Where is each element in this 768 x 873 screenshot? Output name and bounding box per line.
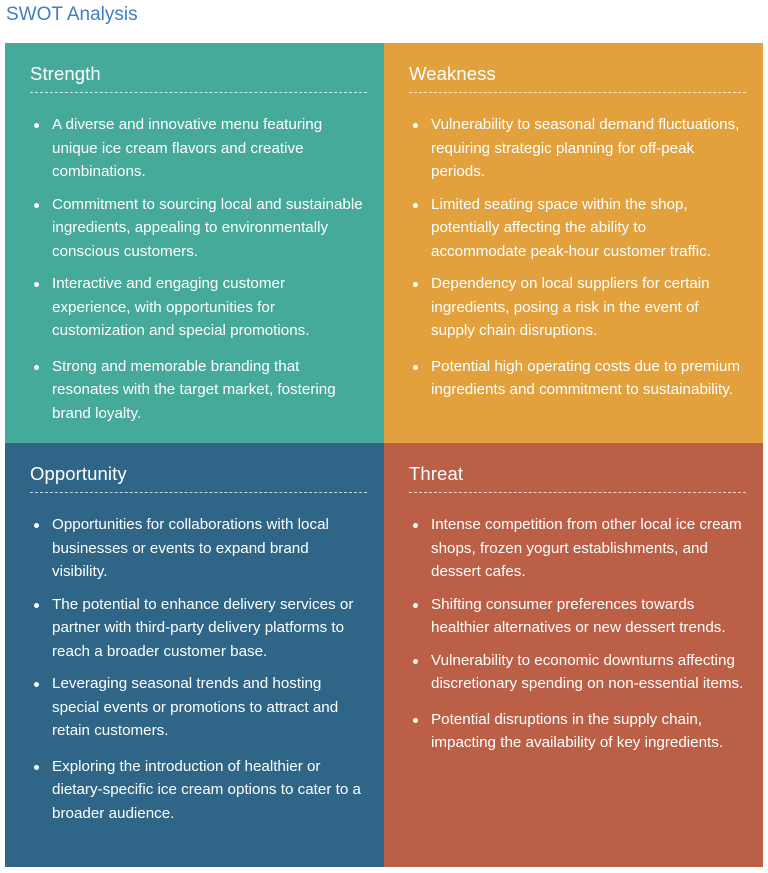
bullet-icon [413, 282, 418, 287]
list-item-text: Strong and memorable branding that resonates with the target market, fostering brand loyalty. [52, 357, 336, 422]
page-title: SWOT Analysis [6, 4, 138, 25]
bullet-icon [413, 718, 418, 723]
list-item-text: Leveraging seasonal trends and hosting special events or promotions to attract and retain customers. [52, 675, 339, 739]
bullet-icon [413, 603, 418, 608]
list-item [409, 355, 745, 402]
list-item-text: Limited seating space within the shop, potentially affecting the ability to accommodate peak-hour customer traffic. [431, 195, 711, 260]
weakness-heading: Weakness [409, 63, 496, 84]
bullet-icon [34, 123, 39, 128]
list-item-text: Interactive and engaging customer experience, with opportunities for customization and special promotions. [52, 275, 310, 339]
opportunity-quadrant [5, 443, 384, 867]
list-item-text: Intense competition from other local ice cream shops, frozen yogurt establishments, and dessert cafes. [431, 516, 742, 580]
strength-list [30, 113, 366, 425]
list-item [30, 193, 366, 264]
strength-heading: Strength [30, 63, 101, 84]
strength-quadrant [5, 43, 384, 443]
list-item-text: Dependency on local suppliers for certain ingredients, posing a risk in the event of supply chain disruptions. [431, 275, 710, 339]
list-item-text: Exploring the introduction of healthier or dietary-specific ice cream options to cater to a broader audience. [52, 757, 361, 822]
opportunity-heading: Opportunity [30, 463, 127, 484]
bullet-icon [34, 365, 39, 370]
weakness-divider [409, 92, 746, 93]
swot-grid [5, 43, 763, 867]
list-item [30, 755, 366, 826]
list-item [30, 355, 366, 426]
list-item [409, 593, 745, 640]
bullet-icon [413, 203, 418, 208]
list-item [409, 193, 745, 264]
opportunity-list [30, 513, 366, 825]
list-item-text: Shifting consumer preferences towards healthier alternatives or new dessert trends. [431, 595, 726, 636]
list-item [409, 649, 745, 696]
list-item [30, 593, 366, 664]
bullet-icon [34, 282, 39, 287]
list-item-text: Opportunities for collaborations with local businesses or events to expand brand visibility. [52, 516, 329, 580]
list-item [409, 513, 745, 584]
list-item [30, 513, 366, 584]
bullet-icon [34, 682, 39, 687]
bullet-icon [413, 523, 418, 528]
bullet-icon [34, 203, 39, 208]
list-item [30, 672, 366, 743]
threat-list [409, 513, 745, 755]
threat-quadrant [384, 443, 763, 867]
bullet-icon [34, 603, 39, 608]
bullet-icon [413, 659, 418, 664]
list-item [409, 113, 745, 184]
list-item-text: Potential disruptions in the supply chain, impacting the availability of key ingredients. [431, 710, 724, 751]
list-item-text: A diverse and innovative menu featuring unique ice cream flavors and creative combinations. [52, 116, 323, 180]
opportunity-divider [30, 492, 367, 493]
weakness-list [409, 113, 745, 402]
bullet-icon [413, 365, 418, 370]
strength-divider [30, 92, 367, 93]
bullet-icon [413, 123, 418, 128]
list-item [409, 708, 745, 755]
weakness-quadrant [384, 43, 763, 443]
list-item-text: Potential high operating costs due to premium ingredients and commitment to sustainability. [431, 357, 740, 398]
list-item-text: The potential to enhance delivery services or partner with third-party delivery platforms to reach a broader customer base. [52, 595, 354, 660]
bullet-icon [34, 765, 39, 770]
bullet-icon [34, 523, 39, 528]
list-item-text: Vulnerability to seasonal demand fluctuations, requiring strategic planning for off-peak periods. [431, 116, 740, 180]
list-item [30, 113, 366, 184]
threat-divider [409, 492, 746, 493]
list-item [30, 272, 366, 343]
list-item-text: Commitment to sourcing local and sustainable ingredients, appealing to environmentally conscious customers. [52, 195, 363, 260]
list-item [409, 272, 745, 343]
list-item-text: Vulnerability to economic downturns affecting discretionary spending on non-essential items. [431, 651, 744, 692]
threat-heading: Threat [409, 463, 464, 484]
